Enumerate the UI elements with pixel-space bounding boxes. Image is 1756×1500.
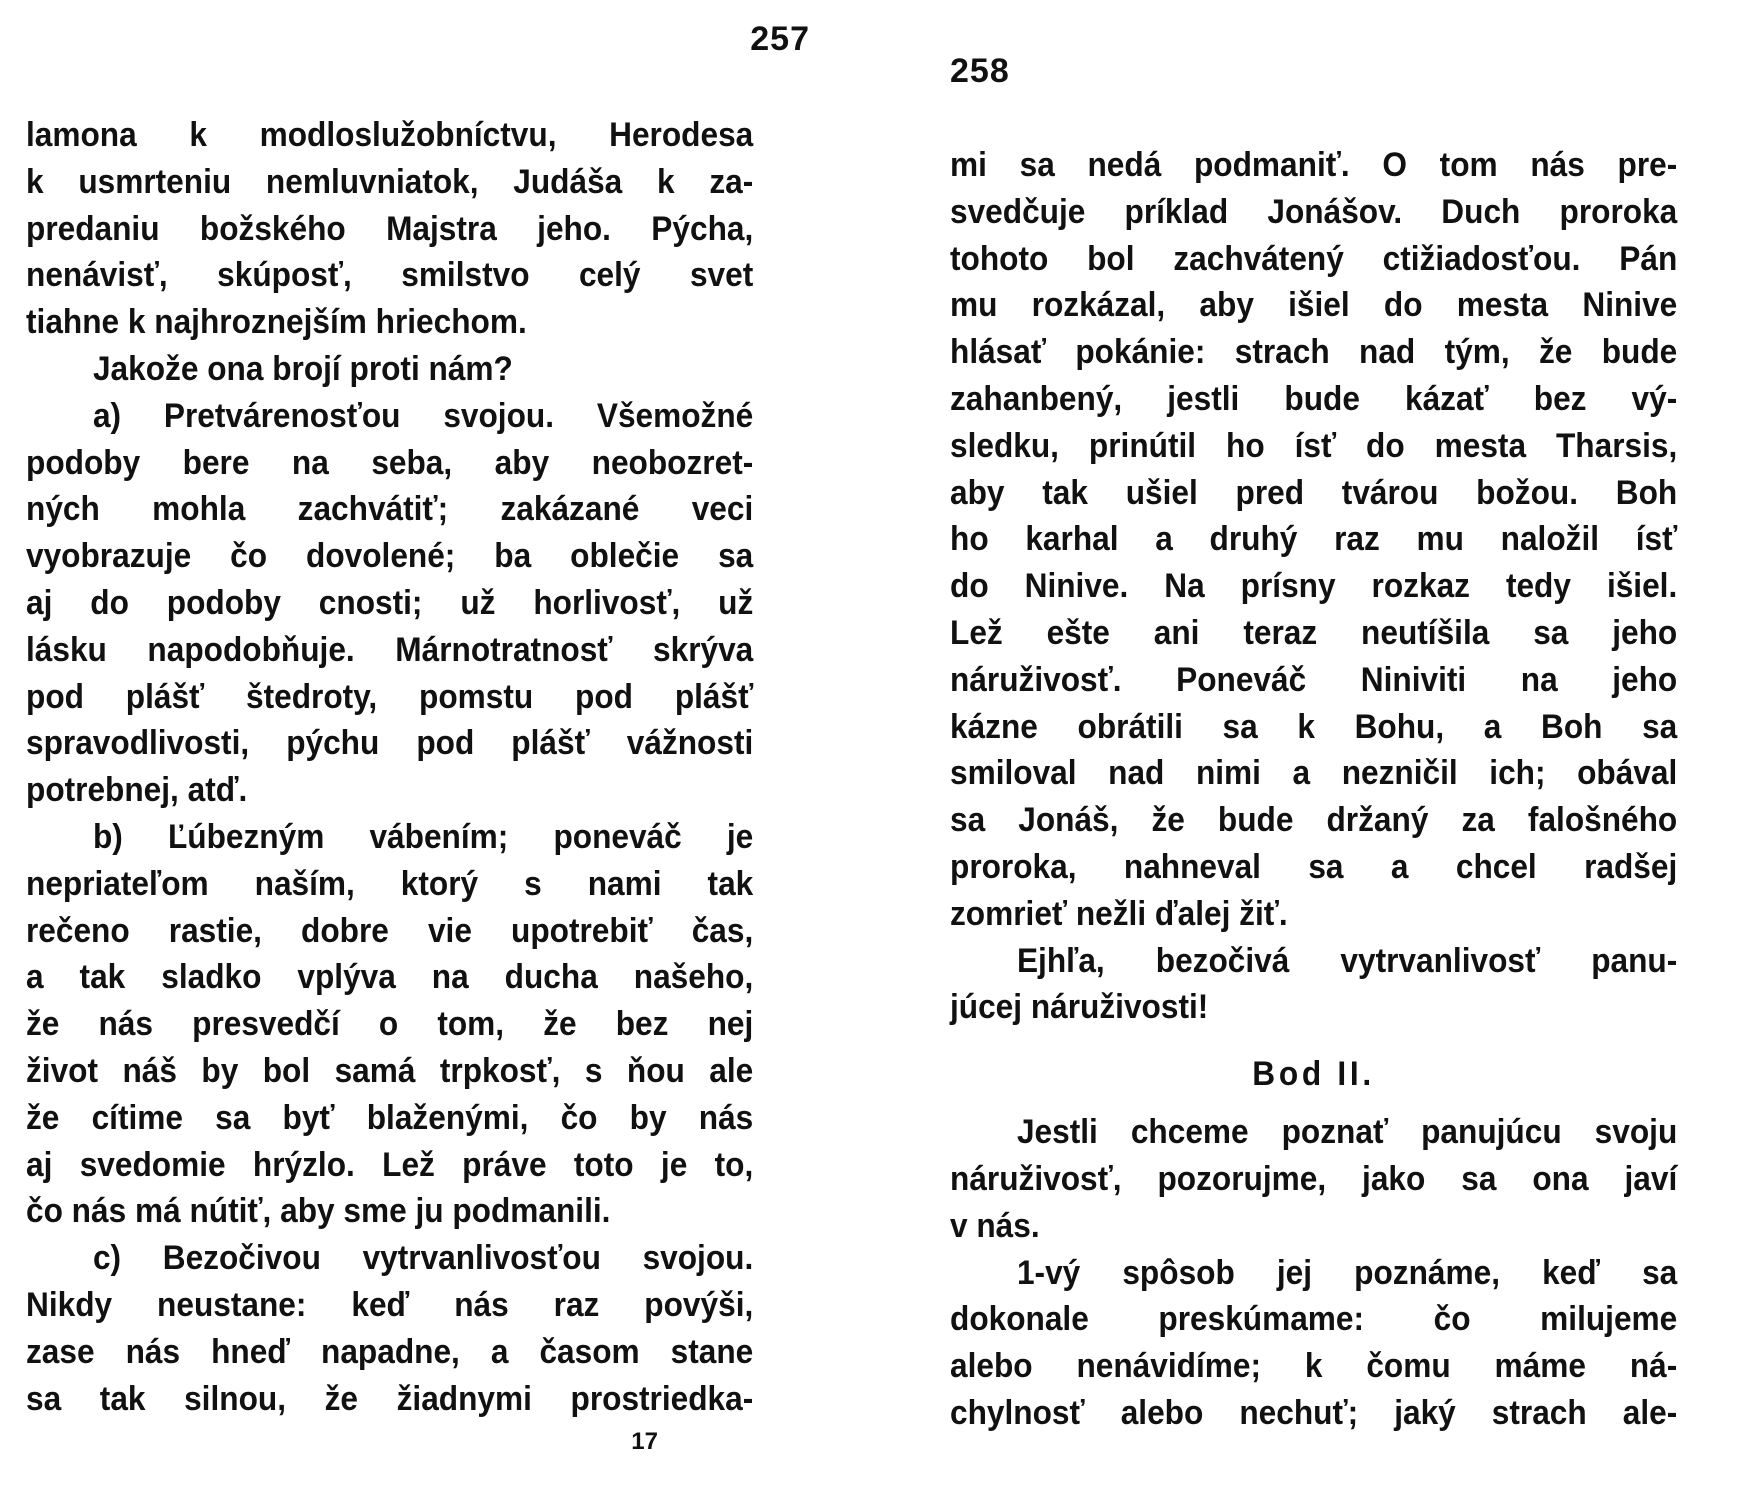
text-line: 1-vý spôsob jej poznáme, keď sa bbox=[1016, 1253, 1678, 1292]
section-heading: Bod II. bbox=[1252, 1055, 1375, 1094]
text-line: že nás presvedčí o tom, že bez nej bbox=[26, 1005, 754, 1044]
text-line: júcej náruživosti! bbox=[950, 988, 1209, 1027]
text-line: sledku, prinútil ho ísť do mesta Tharsis, bbox=[950, 426, 1678, 465]
text-line: dokonale preskúmame: čo milujeme bbox=[950, 1300, 1678, 1339]
text-line: spravodlivosti, pýchu pod plášť vážnosti bbox=[26, 724, 754, 763]
text-line: a) Pretvárenosťou svojou. Všemožné bbox=[92, 396, 754, 435]
text-line: v nás. bbox=[950, 1206, 1040, 1245]
text-line: nepriateľom naším, ktorý s nami tak bbox=[26, 864, 754, 903]
text-line: svedčuje príklad Jonášov. Duch proroka bbox=[950, 192, 1678, 231]
text-line: nenávisť, skúposť, smilstvo celý svet bbox=[26, 256, 754, 295]
text-line: proroka, nahneval sa a chcel radšej bbox=[950, 847, 1678, 886]
text-line: predaniu božského Majstra jeho. Pýcha, bbox=[26, 209, 754, 248]
text-line: podoby bere na seba, aby neobozret- bbox=[26, 443, 754, 482]
text-line: sa tak silnou, že žiadnymi prostriedka- bbox=[26, 1379, 754, 1418]
text-line: pod plášť štedroty, pomstu pod plášť bbox=[26, 677, 754, 716]
text-line: náruživosť. Poneváč Niniviti na jeho bbox=[950, 660, 1678, 699]
text-line: lásku napodobňuje. Márnotratnosť skrýva bbox=[26, 630, 754, 669]
text-line: aj do podoby cnosti; už horlivosť, už bbox=[26, 583, 754, 622]
text-line: ho karhal a druhý raz mu naložil ísť bbox=[950, 520, 1678, 559]
text-line: aj svedomie hrýzlo. Lež práve toto je to, bbox=[26, 1145, 754, 1184]
text-line: zomrieť nežli ďalej žiť. bbox=[950, 894, 1288, 933]
text-line: b) Ľúbezným vábením; poneváč je bbox=[92, 817, 754, 856]
text-line: kázne obrátili sa k Bohu, a Boh sa bbox=[950, 707, 1678, 746]
text-line: potrebnej, atď. bbox=[26, 771, 248, 810]
text-line: ných mohla zachvátiť; zakázané veci bbox=[26, 490, 754, 529]
text-line: tohoto bol zachvátený ctižiadosťou. Pán bbox=[950, 239, 1678, 278]
page-number: 258 bbox=[950, 52, 1010, 90]
page-text bbox=[26, 112, 753, 1422]
text-line: mu rozkázal, aby išiel do mesta Ninive bbox=[950, 286, 1678, 325]
text-line: aby tak ušiel pred tvárou božou. Boh bbox=[950, 473, 1678, 512]
text-line: Jakože ona brojí proti nám? bbox=[92, 349, 513, 388]
text-line: zase nás hneď napadne, a časom stane bbox=[26, 1332, 754, 1371]
text-line: že cítime sa byť blaženými, čo by nás bbox=[26, 1098, 754, 1137]
signature-mark: 17 bbox=[631, 1428, 658, 1455]
text-line: rečeno rastie, dobre vie upotrebiť čas, bbox=[26, 911, 754, 950]
text-line: Nikdy neustane: keď nás raz povýši, bbox=[26, 1285, 754, 1324]
text-line: lamona k modloslužobníctvu, Herodesa bbox=[26, 116, 754, 154]
text-line: c) Bezočivou vytrvanlivosťou svojou. bbox=[92, 1239, 754, 1278]
text-line: čo nás má nútiť, aby sme ju podmanili. bbox=[26, 1192, 611, 1231]
text-line: smiloval nad nimi a nezničil ich; obával bbox=[950, 754, 1678, 793]
text-line: život náš by bol samá trpkosť, s ňou ale bbox=[26, 1051, 754, 1090]
text-line: Ejhľa, bezočivá vytrvanlivosť panu- bbox=[1016, 941, 1678, 980]
text-line: zahanbený, jestli bude kázať bez vý- bbox=[950, 379, 1678, 418]
text-line: alebo nenávidíme; k čomu máme ná- bbox=[950, 1347, 1678, 1386]
text-line: náruživosť, pozorujme, jako sa ona javí bbox=[950, 1159, 1678, 1198]
text-line: mi sa nedá podmaniť. O tom nás pre- bbox=[950, 146, 1678, 184]
text-line: hlásať pokánie: strach nad tým, že bude bbox=[950, 333, 1678, 372]
left-page bbox=[26, 0, 808, 1500]
text-line: tiahne k najhroznejším hriechom. bbox=[26, 303, 527, 342]
text-line: a tak sladko vplýva na ducha našeho, bbox=[26, 958, 754, 997]
text-line: Lež ešte ani teraz neutíšila sa jeho bbox=[950, 613, 1678, 652]
page-text bbox=[950, 142, 1677, 1437]
text-line: chylnosť alebo nechuť; jaký strach ale- bbox=[950, 1393, 1678, 1432]
text-line: Jestli chceme poznať panujúcu svoju bbox=[1016, 1113, 1678, 1152]
right-page bbox=[950, 0, 1732, 1500]
text-line: sa Jonáš, že bude držaný za falošného bbox=[950, 801, 1678, 840]
text-line: vyobrazuje čo dovolené; ba oblečie sa bbox=[26, 537, 754, 576]
page-number: 257 bbox=[750, 20, 810, 58]
text-line: do Ninive. Na prísny rozkaz tedy išiel. bbox=[950, 567, 1678, 606]
text-line: k usmrteniu nemluvniatok, Judáša k za- bbox=[26, 162, 754, 201]
